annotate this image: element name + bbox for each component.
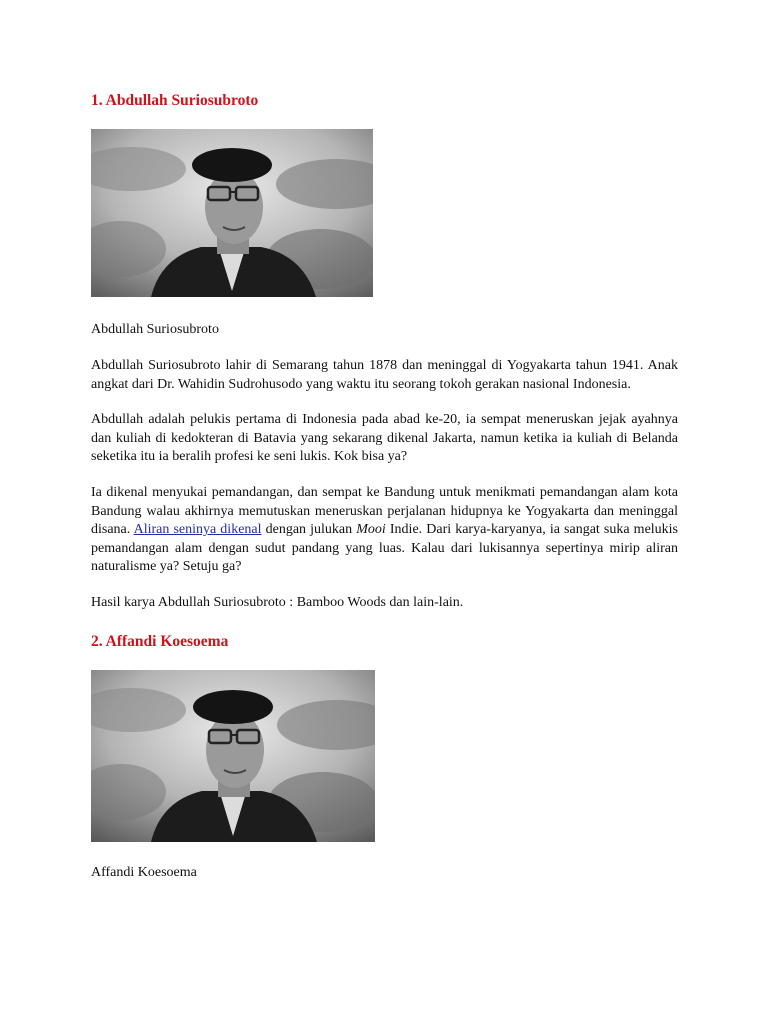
paragraph-style	[91, 484, 678, 577]
paragraph-career: Abdullah adalah pelukis pertama di Indonesia pada abad ke-20, ia sempat meneruskan jejak ayahnya dan kuliah di kedokteran di Batavia yang sekarang dikenal Jakarta, namun ketika ia kuliah di Belanda seketika itu ia beralih profesi ke seni lukis. Kok bisa ya?	[91, 412, 678, 465]
section-2-heading: 2. Affandi Koesoema	[91, 632, 229, 650]
photo-caption-2: Affandi Koesoema	[91, 864, 197, 880]
photo-caption-1: Abdullah Suriosubroto	[91, 322, 219, 337]
aliran-seni-link[interactable]: Aliran seninya dikenal	[133, 522, 262, 538]
portrait-photo-1	[91, 129, 373, 297]
mooi-italic: Mooi	[356, 522, 386, 538]
portrait-image-2	[91, 670, 375, 842]
document-content	[91, 92, 678, 882]
portrait-photo-2	[91, 670, 375, 842]
paragraph-style-text-3: Indie. Dari karya-karyanya, ia sangat suka melukis pemandangan alam dengan sudut pandang yang luas. Kalau dari lukisannya sepertinya mirip aliran naturalisme ya? Setuju ga?	[91, 522, 679, 575]
paragraph-style-text-1: Ia dikenal menyukai pemandangan, dan sempat ke Bandung untuk menikmati pemandangan alam kota Bandung walau akhirnya memutuskan meneruskan perjalanan hidupnya ke Yogyakarta dan meninggal disana.	[91, 484, 678, 538]
paragraph-style-text-2: dengan julukan	[261, 522, 357, 538]
paragraph-birth: Abdullah Suriosubroto lahir di Semarang tahun 1878 dan meninggal di Yogyakarta tahun 1941. Anak angkat dari Dr. Wahidin Sudrohusodo yang waktu itu seorang tokoh gerakan nasional Indonesia.	[91, 358, 678, 392]
portrait-image-1	[91, 129, 373, 297]
section-1-heading: 1. Abdullah Suriosubroto	[91, 92, 259, 109]
paragraph-works: Hasil karya Abdullah Suriosubroto : Bamboo Woods dan lain-lain.	[91, 594, 464, 610]
